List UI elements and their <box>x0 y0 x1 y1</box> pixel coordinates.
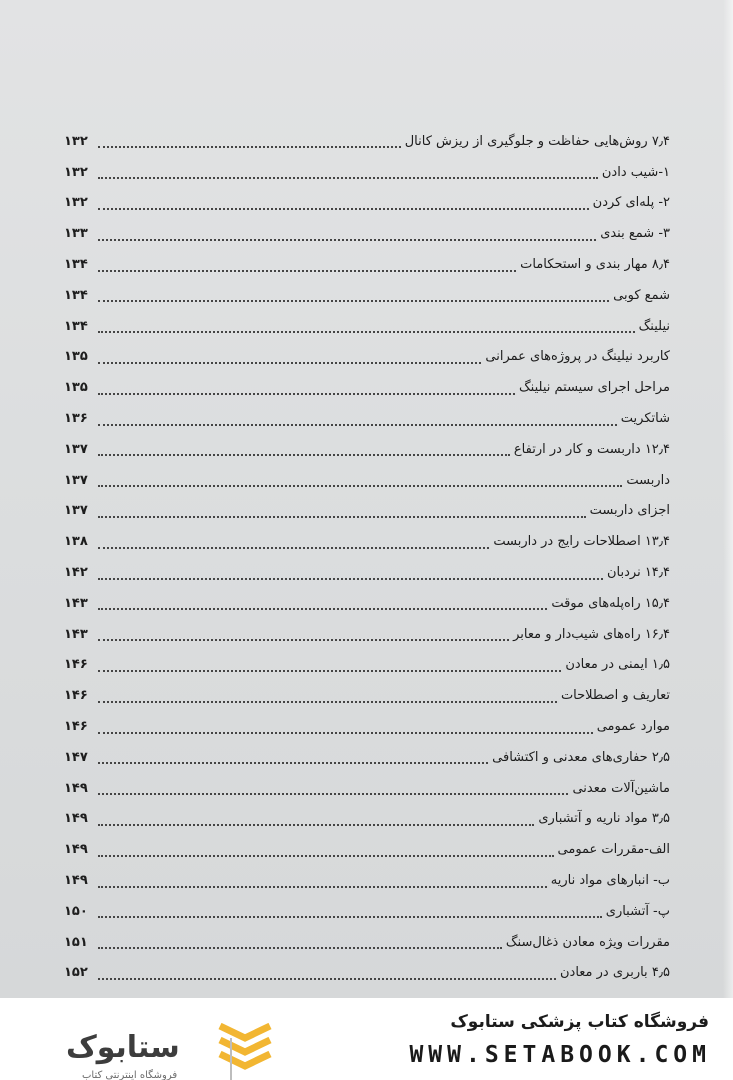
toc-entry-page-number: ۱۳۲ <box>64 164 88 180</box>
toc-entry <box>64 588 670 619</box>
toc-entry-page-number: ۱۴۶ <box>64 688 88 704</box>
toc-entry <box>64 342 670 373</box>
toc-entry-title: شمع کوبی <box>613 287 670 303</box>
toc-entry-page-number: ۱۳۷ <box>64 472 88 488</box>
toc-entry-title: مراحل اجرای سیستم نیلینگ <box>519 380 670 396</box>
toc-dot-leader <box>98 639 509 641</box>
toc-entry <box>64 834 670 865</box>
brand-logo-text: ستابوک <box>66 1030 180 1065</box>
toc-entry <box>64 526 670 557</box>
toc-entry-page-number: ۱۴۳ <box>64 626 88 642</box>
store-name: فروشگاه کتاب پزشکی ستابوک <box>450 1012 709 1032</box>
toc-entry <box>64 496 670 527</box>
toc-entry <box>64 650 670 681</box>
toc-entry-title: ۴٫۵ باربری در معادن <box>559 965 670 981</box>
toc-entry <box>64 249 670 280</box>
toc-dot-leader <box>98 485 622 487</box>
toc-entry-title: ب- انبارهای مواد ناریه <box>550 873 670 889</box>
brand-subtitle: فروشگاه اینترنتی کتاب <box>82 1070 178 1080</box>
toc-entry <box>64 188 670 219</box>
toc-entry-title: اجزای داربست <box>589 503 670 519</box>
toc-dot-leader <box>98 146 401 148</box>
toc-entry-title: ۱۴٫۴ نردبان <box>606 565 670 581</box>
toc-entry <box>64 773 670 804</box>
toc-entry-page-number: ۱۴۹ <box>64 780 88 796</box>
toc-entry-page-number: ۱۳۵ <box>64 380 88 396</box>
toc-entry-title: ۲- پله‌ای کردن <box>592 195 670 211</box>
toc-entry <box>64 557 670 588</box>
toc-entry-title: داربست <box>626 472 670 488</box>
toc-dot-leader <box>98 454 510 456</box>
toc-entry-title: کاربرد نیلینگ در پروژه‌های عمرانی <box>485 349 670 365</box>
toc-entry <box>64 958 670 989</box>
toc-entry <box>64 619 670 650</box>
toc-entry-title: ۲٫۵ حفاری‌های معدنی و اکتشافی <box>492 749 670 765</box>
toc-entry-page-number: ۱۴۳ <box>64 595 88 611</box>
toc-entry-page-number: ۱۴۶ <box>64 657 88 673</box>
toc-entry <box>64 311 670 342</box>
toc-entry <box>64 157 670 188</box>
toc-entry-page-number: ۱۴۹ <box>64 842 88 858</box>
toc-dot-leader <box>98 424 617 426</box>
toc-dot-leader <box>98 270 516 272</box>
toc-entry-page-number: ۱۳۴ <box>64 257 88 273</box>
toc-dot-leader <box>98 578 603 580</box>
toc-dot-leader <box>98 516 586 518</box>
toc-entry-page-number: ۱۵۰ <box>64 903 88 919</box>
toc-entry-title: ۱۳٫۴ اصطلاحات رایج در داربست <box>493 534 670 550</box>
table-of-contents <box>64 126 670 988</box>
toc-dot-leader <box>98 793 568 795</box>
toc-entry-title: ۸٫۴ مهار بندی و استحکامات <box>520 257 670 273</box>
toc-entry-page-number: ۱۵۱ <box>64 934 88 950</box>
toc-dot-leader <box>98 331 635 333</box>
toc-dot-leader <box>98 547 489 549</box>
toc-dot-leader <box>98 177 598 179</box>
toc-dot-leader <box>98 701 557 703</box>
setabook-logo[interactable] <box>30 1012 285 1080</box>
toc-dot-leader <box>98 670 561 672</box>
toc-entry-page-number: ۱۴۶ <box>64 719 88 735</box>
toc-entry-page-number: ۱۳۳ <box>64 226 88 242</box>
toc-dot-leader <box>98 824 534 826</box>
toc-dot-leader <box>98 762 488 764</box>
toc-entry-title: الف-مقررات عمومی <box>557 842 670 858</box>
logo-divider <box>230 1038 232 1080</box>
toc-dot-leader <box>98 300 609 302</box>
toc-entry-title: تعاریف و اصطلاحات <box>560 688 670 704</box>
toc-dot-leader <box>98 947 502 949</box>
toc-entry <box>64 218 670 249</box>
toc-entry-page-number: ۱۳۸ <box>64 534 88 550</box>
toc-entry <box>64 896 670 927</box>
toc-entry-page-number: ۱۳۴ <box>64 287 88 303</box>
toc-entry-title: ۱۵٫۴ راه‌پله‌های موقت <box>551 595 670 611</box>
toc-dot-leader <box>98 208 589 210</box>
toc-entry-title: ۷٫۴ روش‌هایی حفاظت و جلوگیری از ریزش کانال <box>404 133 670 149</box>
toc-entry-page-number: ۱۳۲ <box>64 133 88 149</box>
toc-entry <box>64 280 670 311</box>
toc-dot-leader <box>98 239 596 241</box>
page-edge <box>723 0 733 998</box>
toc-entry-title: ۳٫۵ مواد ناریه و آتشباری <box>538 811 670 827</box>
toc-entry-title: ۱-شیب دادن <box>601 164 670 180</box>
toc-entry <box>64 865 670 896</box>
toc-entry <box>64 434 670 465</box>
toc-dot-leader <box>98 608 547 610</box>
toc-entry <box>64 465 670 496</box>
toc-dot-leader <box>98 978 556 980</box>
toc-dot-leader <box>98 886 547 888</box>
toc-entry-title: پ- آتشباری <box>605 903 670 919</box>
toc-entry-title: شاتکریت <box>620 411 670 427</box>
toc-entry-title: نیلینگ <box>638 318 670 334</box>
toc-dot-leader <box>98 393 515 395</box>
toc-entry <box>64 372 670 403</box>
toc-dot-leader <box>98 855 554 857</box>
toc-entry-page-number: ۱۳۲ <box>64 195 88 211</box>
toc-entry-page-number: ۱۳۵ <box>64 349 88 365</box>
toc-entry-title: موارد عمومی <box>596 719 670 735</box>
store-banner <box>0 998 733 1080</box>
toc-entry-title: ۱٫۵ ایمنی در معادن <box>565 657 670 673</box>
toc-entry-page-number: ۱۴۷ <box>64 749 88 765</box>
toc-dot-leader <box>98 362 481 364</box>
toc-entry-page-number: ۱۳۶ <box>64 411 88 427</box>
toc-entry-page-number: ۱۴۹ <box>64 873 88 889</box>
toc-entry-page-number: ۱۳۴ <box>64 318 88 334</box>
toc-dot-leader <box>98 732 593 734</box>
toc-entry-page-number: ۱۳۷ <box>64 441 88 457</box>
toc-entry-page-number: ۱۴۲ <box>64 565 88 581</box>
toc-entry-page-number: ۱۴۹ <box>64 811 88 827</box>
toc-entry-title: ۱۶٫۴ راه‌های شیب‌دار و معابر <box>513 626 670 642</box>
toc-entry-page-number: ۱۳۷ <box>64 503 88 519</box>
toc-entry <box>64 711 670 742</box>
toc-entry-title: ۱۲٫۴ داربست و کار در ارتفاع <box>513 441 670 457</box>
toc-entry <box>64 403 670 434</box>
store-url[interactable]: WWW.SETABOOK.COM <box>409 1042 711 1068</box>
toc-entry <box>64 804 670 835</box>
toc-dot-leader <box>98 916 602 918</box>
toc-entry <box>64 742 670 773</box>
toc-entry <box>64 680 670 711</box>
toc-entry-page-number: ۱۵۲ <box>64 965 88 981</box>
toc-entry-title: ۳- شمع بندی <box>600 226 670 242</box>
toc-entry-title: ماشین‌آلات معدنی <box>572 780 670 796</box>
toc-entry-title: مقررات ویژه معادن ذغال‌سنگ <box>505 934 670 950</box>
toc-entry <box>64 927 670 958</box>
toc-entry <box>64 126 670 157</box>
